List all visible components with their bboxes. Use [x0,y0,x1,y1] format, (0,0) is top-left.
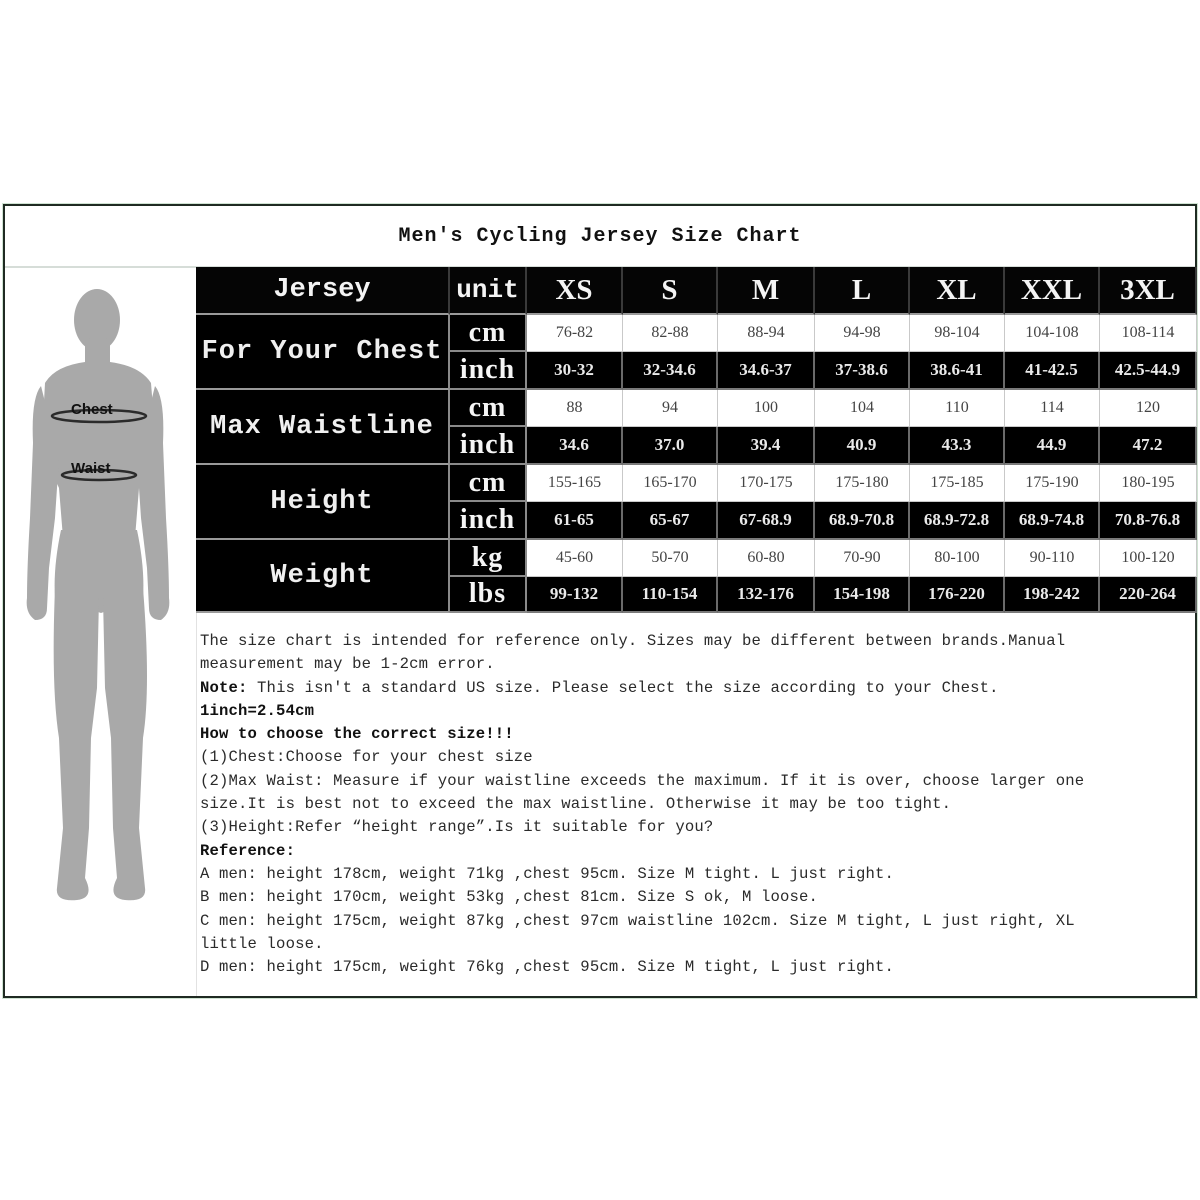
size-notes [200,630,1190,979]
value-cell-waist-imperial: 44.9 [1005,427,1100,465]
value-cell-chest-metric: 104-108 [1005,315,1100,352]
value-cell-waist-imperial: 40.9 [815,427,910,465]
value-cell-height-metric: 175-190 [1005,465,1100,502]
note-prefix: Note: [200,678,248,697]
note-line: The size chart is intended for reference only. Sizes may be different between brands.Manual [200,632,1066,650]
header-size-xl: XL [910,267,1005,315]
value-cell-waist-metric: 104 [815,390,910,427]
note-text: This isn't a standard US size. Please select the size according to your Chest. [247,678,999,697]
header-size-3xl: 3XL [1100,267,1197,315]
value-cell-chest-imperial: 32-34.6 [623,352,718,390]
value-cell-weight-metric: 100-120 [1100,540,1197,577]
unit-waist-cm: cm [450,390,527,427]
value-cell-chest-imperial: 37-38.6 [815,352,910,390]
value-cell-weight-imperial: 176-220 [910,577,1005,613]
value-cell-chest-metric: 108-114 [1100,315,1197,352]
value-cell-height-imperial: 65-67 [623,502,718,540]
value-cell-chest-metric: 88-94 [718,315,815,352]
note-line: A men: height 178cm, weight 71kg ,chest 95cm. Size M tight. L just right. [200,864,895,883]
value-cell-chest-imperial: 38.6-41 [910,352,1005,390]
value-cell-weight-imperial: 198-242 [1005,577,1100,613]
value-cell-height-imperial: 67-68.9 [718,502,815,540]
unit-height-cm: cm [450,465,527,502]
value-cell-height-imperial: 61-65 [527,502,623,540]
value-cell-waist-imperial: 43.3 [910,427,1005,465]
unit-chest-cm: cm [450,315,527,352]
value-cell-weight-metric: 70-90 [815,540,910,577]
value-cell-waist-metric: 94 [623,390,718,427]
note-line: How to choose the correct size!!! [200,725,514,744]
value-cell-height-metric: 155-165 [527,465,623,502]
value-cell-weight-metric: 50-70 [623,540,718,577]
value-cell-waist-metric: 120 [1100,390,1197,427]
value-cell-waist-metric: 114 [1005,390,1100,427]
value-cell-waist-metric: 88 [527,390,623,427]
note-line: C men: height 175cm, weight 87kg ,chest 97cm waistline 102cm. Size M tight, L just right, XL [200,911,1075,930]
value-cell-chest-imperial: 42.5-44.9 [1100,352,1197,390]
header-size-l: L [815,267,910,315]
value-cell-height-metric: 175-185 [910,465,1005,502]
value-cell-weight-imperial: 99-132 [527,577,623,613]
value-cell-chest-imperial: 41-42.5 [1005,352,1100,390]
value-cell-waist-metric: 100 [718,390,815,427]
value-cell-weight-metric: 60-80 [718,540,815,577]
header-size-xxl: XXL [1005,267,1100,315]
unit-weight-lbs: lbs [450,577,527,613]
note-line: (3)Height:Refer “height range”.Is it suitable for you? [200,818,714,837]
value-cell-height-metric: 180-195 [1100,465,1197,502]
unit-weight-kg: kg [450,540,527,577]
note-line: Reference: [200,841,296,860]
chest-label: Chest [71,401,113,418]
row-label-chest: For Your Chest [196,315,450,390]
value-cell-chest-metric: 94-98 [815,315,910,352]
value-cell-waist-imperial: 34.6 [527,427,623,465]
value-cell-height-metric: 165-170 [623,465,718,502]
value-cell-height-imperial: 68.9-72.8 [910,502,1005,540]
note-line: D men: height 175cm, weight 76kg ,chest 95cm. Size M tight, L just right. [200,958,895,977]
value-cell-weight-imperial: 154-198 [815,577,910,613]
note-line [200,677,1190,700]
size-table [196,267,1197,613]
note-line: (2)Max Waist: Measure if your waistline exceeds the maximum. If it is over, choose larger one [200,771,1085,790]
row-label-max-waistline: Max Waistline [196,390,450,465]
note-line: size.It is best not to exceed the max waistline. Otherwise it may be too tight. [200,795,952,814]
value-cell-chest-metric: 82-88 [623,315,718,352]
note-line: (1)Chest:Choose for your chest size [200,748,533,767]
value-cell-weight-imperial: 110-154 [623,577,718,613]
value-cell-waist-imperial: 47.2 [1100,427,1197,465]
value-cell-waist-imperial: 37.0 [623,427,718,465]
value-cell-height-metric: 170-175 [718,465,815,502]
chart-title: Men's Cycling Jersey Size Chart [398,224,802,248]
unit-chest-inch: inch [450,352,527,390]
value-cell-waist-metric: 110 [910,390,1005,427]
value-cell-weight-metric: 45-60 [527,540,623,577]
value-cell-chest-metric: 98-104 [910,315,1005,352]
note-line: B men: height 170cm, weight 53kg ,chest 81cm. Size S ok, M loose. [200,888,819,907]
body-measurement-figure [5,268,197,996]
value-cell-height-imperial: 70.8-76.8 [1100,502,1197,540]
note-line: measurement may be 1-2cm error. [200,655,495,674]
value-cell-height-imperial: 68.9-70.8 [815,502,910,540]
value-cell-chest-metric: 76-82 [527,315,623,352]
header-unit: unit [450,267,527,315]
unit-height-inch: inch [450,502,527,540]
value-cell-chest-imperial: 30-32 [527,352,623,390]
header-size-s: S [623,267,718,315]
waist-label: Waist [71,460,111,477]
value-cell-weight-metric: 80-100 [910,540,1005,577]
human-body-silhouette-icon [5,268,196,996]
note-line: little loose. [200,934,324,953]
value-cell-height-metric: 175-180 [815,465,910,502]
note-line: 1inch=2.54cm [200,701,315,720]
title-band [5,206,1195,268]
value-cell-height-imperial: 68.9-74.8 [1005,502,1100,540]
value-cell-weight-imperial: 132-176 [718,577,815,613]
row-label-weight: Weight [196,540,450,613]
value-cell-weight-imperial: 220-264 [1100,577,1197,613]
row-label-height: Height [196,465,450,540]
value-cell-weight-metric: 90-110 [1005,540,1100,577]
header-size-m: M [718,267,815,315]
value-cell-waist-imperial: 39.4 [718,427,815,465]
header-size-xs: XS [527,267,623,315]
size-chart-frame [3,204,1197,998]
value-cell-chest-imperial: 34.6-37 [718,352,815,390]
header-jersey: Jersey [196,267,450,315]
unit-waist-inch: inch [450,427,527,465]
